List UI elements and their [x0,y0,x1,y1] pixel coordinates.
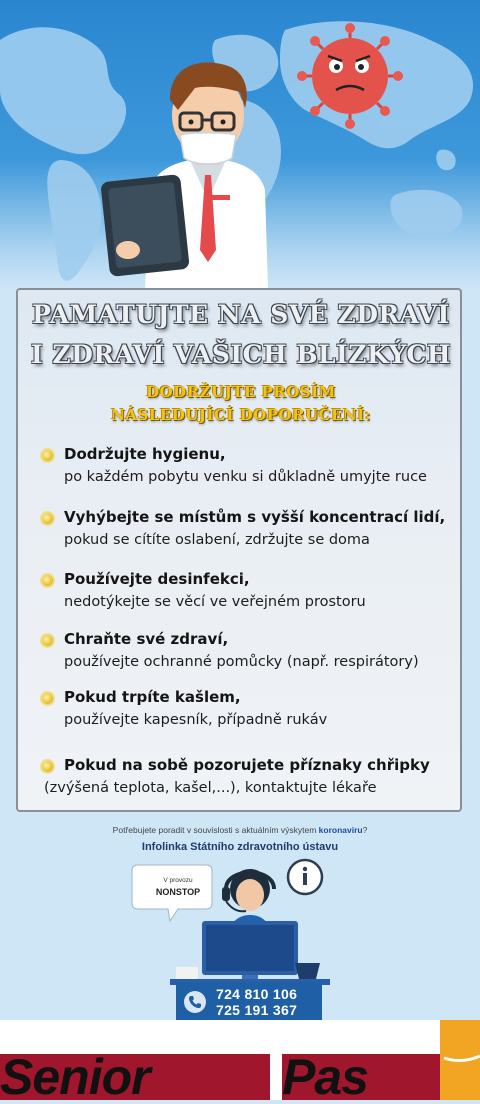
bullet-icon [42,513,53,524]
logo-senior-text: Senior [0,1054,150,1100]
footer-logo-bar [0,1020,480,1100]
tip-body: po každém pobytu venku si důkladně umyjte ruce [64,469,427,485]
bullet-icon [42,450,53,461]
question-highlight: koronaviru [318,825,363,835]
bullet-icon [42,635,53,646]
tip-body: používejte ochranné pomůcky (např. respirátory) [64,654,419,670]
phone-number-2[interactable]: 725 191 367 [216,1002,298,1018]
tip-title: Pokud trpíte kašlem, [64,688,241,706]
nonstop-label: NONSTOP [155,887,201,897]
infoline-title: Infolinka Státního zdravotního ústavu [141,841,339,853]
header-illustration [0,0,480,290]
bullet-icon [42,693,53,704]
tip-body: používejte kapesník, případně rukáv [64,712,328,728]
phone-numbers-box [176,982,322,1020]
headline-line-2: I ZDRAVÍ VAŠICH BLÍZKÝCH [31,340,451,369]
tip-title: Pokud na sobě pozorujete příznaky chřipky [64,756,430,774]
tip-title: Chraňte své zdraví, [64,630,229,648]
headline-line-1: PAMATUJTE NA SVÉ ZDRAVÍ [32,300,450,329]
tip-body: pokud se cítíte oslabení, zdržujte se doma [64,532,370,548]
bullet-icon [42,761,53,772]
subheadline-line-1: DODRŽUJTE PROSÍM [146,383,336,401]
tip-body: (zvýšená teplota, kašel,...), kontaktujte lékaře [44,780,377,796]
recommendations-card [16,288,462,812]
tip-title: Používejte desinfekci, [64,570,250,588]
tip-title: Vyhýbejte se místům s vyšší koncentrací lidí, [64,508,446,526]
question-text: Potřebujete poradit v souvislosti s aktuálním výskytem [112,825,319,835]
logo-senior [0,1054,270,1100]
phone-number-1[interactable]: 724 810 106 [216,986,298,1002]
tip-body: nedotýkejte se věcí ve veřejném prostoru [64,594,366,610]
operator-illustration [130,855,350,985]
subheadline-line-2: NÁSLEDUJÍCÍ DOPORUČENÍ: [111,406,371,424]
logo-pas [282,1054,442,1100]
phone-icon [184,991,206,1013]
tip-title: Dodržujte hygienu, [64,445,226,463]
question-suffix: ? [362,825,368,835]
logo-pas-text: Pas [282,1054,368,1100]
nonstop-prefix: V provozu [163,877,193,884]
bullet-icon [42,575,53,586]
virus-icon [297,23,403,129]
logo-corner-mark [440,1020,480,1100]
doctor-illustration [100,63,268,290]
infoline-question [0,825,480,835]
world-map-doctor-illustration [0,0,480,290]
